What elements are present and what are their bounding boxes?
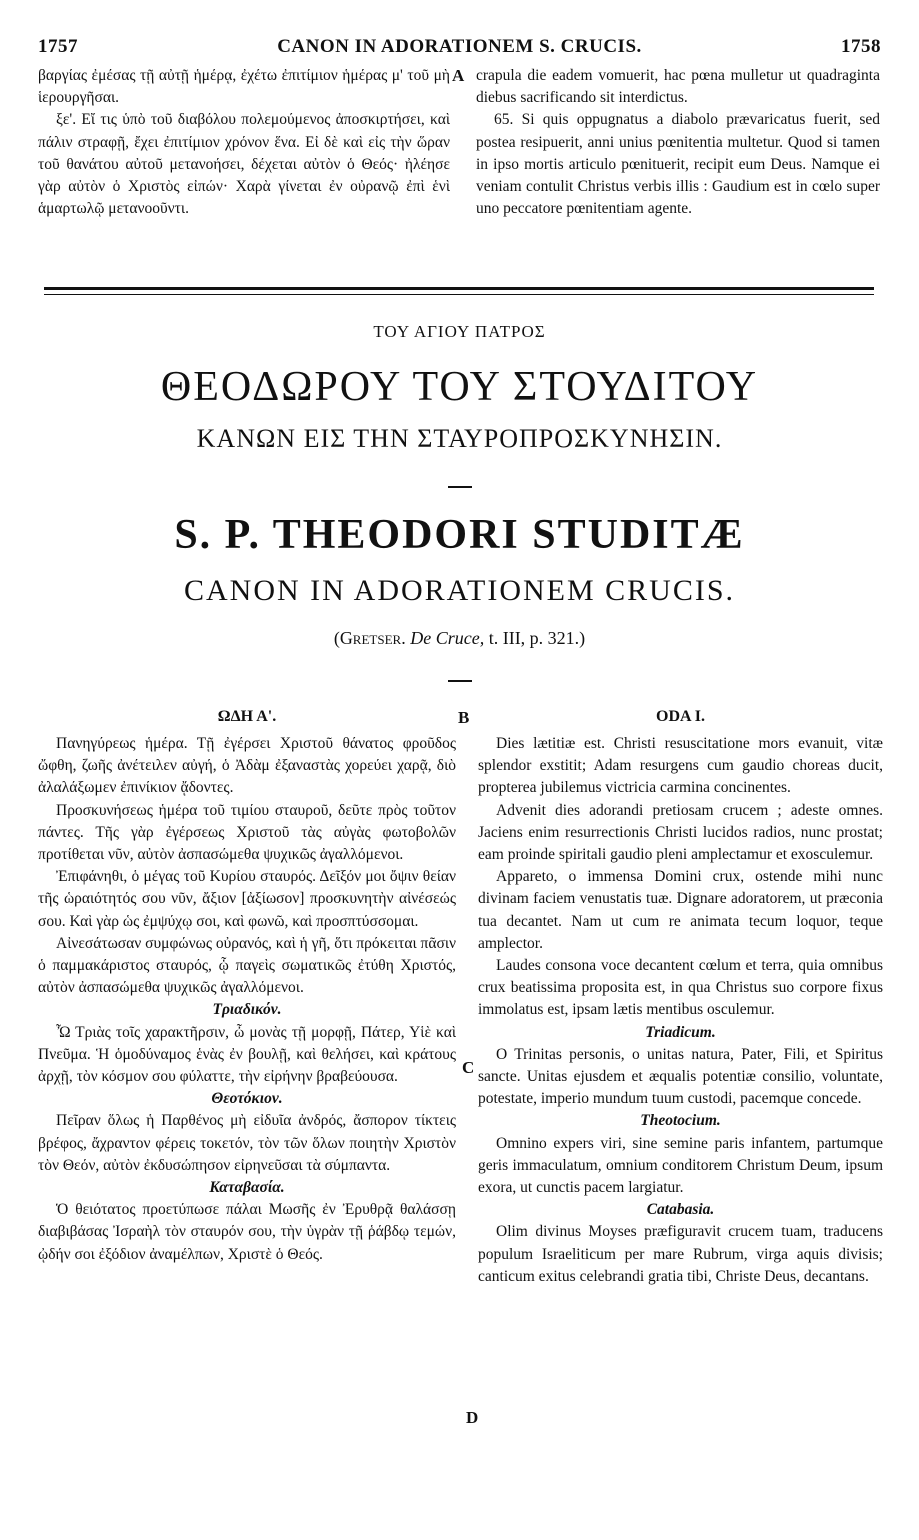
paragraph: Ὦ Τριὰς τοῖς χαρακτῆρσιν, ὦ μονὰς τῇ μορφῇ, Πάτερ, Υἱὲ καὶ Πνεῦμα. Ἡ ὁμοδύναμος ἑνὰς ἐν βουλῇ, καὶ θελήσει, καὶ κράτους ἀρχῇ, τὸν κόσμον σου φύλαττε, τὴν εἰρήνην βραβεύουσα. <box>38 1023 456 1086</box>
greek-subtitle: ΚΑΝΩΝ ΕΙΣ ΤΗΝ ΣΤΑΥΡΟΠΡΟΣΚΥΝΗΣΙΝ. <box>196 424 723 453</box>
running-title: CANON IN ADORATIONEM S. CRUCIS. <box>277 36 642 57</box>
paragraph: Advenit dies adorandi pretiosam crucem ; adeste omnes. Jaciens enim resurrectionis Christi lucidos radios, nunc prostat; eam proinde spiritali gaudio pleni amplectamur et exosculemur. <box>478 801 883 864</box>
top-latin-column <box>476 65 880 220</box>
section-heading: Καταβασία. <box>209 1179 285 1197</box>
paragraph: 65. Si quis oppugnatus a diabolo prævaricatus fuerit, sed postea resipuerit, anni unius pœnitentia multetur. Quod si tamen in ipso mortis articulo pœnituerit, recipit eum Deus. Namque ei veniam contulit Christus verbis illis : Gaudium est in cœlo super uno peccatore pœnitentiam agente. <box>476 111 880 218</box>
running-header <box>38 36 881 60</box>
paragraph: Πανηγύρεως ἡμέρα. Τῇ ἐγέρσει Χριστοῦ θάνατος φροῦδος ὤφθη, ζωῆς ἀνέτειλεν αὐγή, ὁ Ἀδὰμ ἐξαναστὰς χορεύει χαρᾷ, διὸ ἀλαλάξωμεν ἐπινίκιον ᾄδοντες. <box>38 735 456 797</box>
section-heading: Θεοτόκιον. <box>211 1090 283 1108</box>
title-pre: ΤΟΥ ΑΓΙΟΥ ΠΑΤΡΟΣ <box>373 322 546 341</box>
divider-rule-thick <box>44 287 874 290</box>
divider-rule-thin <box>44 294 874 295</box>
page-number-left: 1757 <box>38 36 78 57</box>
paragraph: Olim divinus Moyses præfiguravit crucem tuam, traducens populum Israeliticum per mare Rubrum, virga aquis divisis; canticum exitus celebrandi gratia tibi, Christe Deus, decantans. <box>478 1223 883 1285</box>
section-heading: Catabasia. <box>646 1201 715 1219</box>
section-heading: Triadicum. <box>645 1023 716 1041</box>
margin-marker-b: B <box>458 708 470 727</box>
latin-title: S. P. THEODORI STUDITÆ <box>174 512 745 558</box>
latin-ode-heading: ODA I. <box>656 708 705 725</box>
paragraph: Πεῖραν ὅλως ἡ Παρθένος μὴ εἰδυῖα ἀνδρός, ἄσπορον τίκτεις βρέφος, ἄχραντον φέρεις τοκετόν, τὸν τῶν ὅλων ποιητὴν Χριστὸν τὸν Θεόν, αὐτὸν ἐκδυσώπησον εἰρηνεῦσαι τὰ σύμπαντα. <box>38 1112 456 1174</box>
page-number-right: 1758 <box>841 36 881 57</box>
top-greek-column <box>38 65 450 220</box>
paragraph: βαργίας ἐμέσας τῇ αὐτῇ ἡμέρᾳ, ἐχέτω ἐπιτίμιον ἡμέρας μ' τοῦ μὴ ἱερουργῆσαι. <box>38 67 450 107</box>
paragraph: Αἰνεσάτωσαν συμφώνως οὐρανός, καὶ ἡ γῆ, ὅτι πρόκειται πᾶσιν ὁ παμμακάριστος σταυρός, ᾧ παγεὶς σωματικῶς ἐτύθη Χριστός, αὐτὸν ἀσπασώμεθα ψυχικῶς ἀγαλλόμενοι. <box>38 934 457 997</box>
paragraph: Ὁ θειότατος προετύπωσε πάλαι Μωσῆς ἐν Ἐρυθρᾷ θαλάσσῃ διαβιβάσας Ἰσραὴλ τὸν σταυρόν σου, τὴν ὑγρὰν τῇ ῥάβδῳ τεμών, ᾠδήν σοι ἐξόδιον ἀναμέλπων, Χριστὲ ὁ Θεός. <box>38 1201 456 1263</box>
source-work: De Cruce, <box>410 628 485 648</box>
margin-marker-d: D <box>466 1408 479 1427</box>
paragraph: ξε'. Εἴ τις ὑπὸ τοῦ διαβόλου πολεμούμενος ἀποσκιρτήσει, καὶ πάλιν στραφῇ, ἔχει ἐπιτίμιον χρόνον ἕνα. Εἰ δὲ καὶ εἰς τὴν ὥραν τοῦ θανάτου αὐτοῦ μετανοήσει, δέχεται αὐτὸν ὁ Θεός· ἠλέησε γὰρ αὐτὸν ὁ Χριστὸς εἰπών· Χαρὰ γίνεται ἐν οὐρανῷ ἐπὶ ἑνὶ ἁμαρτωλῷ μετανοοῦντι. <box>38 111 450 218</box>
source-rest: t. III, p. 321.) <box>488 628 586 648</box>
paragraph: Appareto, o immensa Domini crux, ostende mihi nunc divinam faciem venustatis tuæ. Dignare adoratorem, ut præconia tua decantet. Nam ut cum re animata tecum loquor, teque amplector. <box>478 868 883 952</box>
source-citation <box>0 628 919 649</box>
margin-marker-c: C <box>462 1058 475 1077</box>
margin-marker-a: A <box>452 66 465 85</box>
source-prefix: ( <box>333 628 340 648</box>
paragraph: Omnino expers viri, sine semine paris infantem, partumque geris immaculatum, omnium conditorem Christum Deum, ipsum exora, ut cunctis pacem largiatur. <box>478 1134 883 1197</box>
paragraph: Dies lætitiæ est. Christi resuscitatione mors evanuit, vitæ splendor exstitit; Adam resurgens cum gaudio choreas ducit, propterea jubilemus victricia carmina concinentes. <box>478 735 883 797</box>
source-author: Gretser. <box>339 628 406 648</box>
greek-title: ΘΕΟΔΩΡΟΥ ΤΟΥ ΣΤΟΥΔΙΤΟΥ <box>160 364 759 410</box>
paragraph: Προσκυνήσεως ἡμέρα τοῦ τιμίου σταυροῦ, δεῦτε πρὸς τοῦτον πάντες. Τῆς γὰρ ἐγέρσεως Χριστοῦ τὰς αὐγὰς φωτοβολῶν προτίθεται νῦν, αὐτὸν ἀσπασώμεθα ψυχικῶς ἀγαλλόμενοι. <box>38 801 456 864</box>
section-heading: Theotocium. <box>640 1112 721 1130</box>
greek-ode-column <box>38 733 456 1266</box>
latin-subtitle: CANON IN ADORATIONEM CRUCIS. <box>183 574 736 607</box>
paragraph: O Trinitas personis, o unitas natura, Pater, Fili, et Spiritus sancte. Unitas ejusdem et æqualis potentiæ consilio, voluntate, potestate, imperio mundum tuum custodi, pacemque concede. <box>478 1045 883 1108</box>
paragraph: Ἐπιφάνηθι, ὁ μέγας τοῦ Κυρίου σταυρός. Δεῖξόν μοι ὄψιν θείαν τῆς ὡραιότητός σου νῦν, ἄξιον [ἀξίωσον] προσκυνητὴν αἰνέσεώς σου. Καὶ γὰρ ὡς ἐμψύχῳ σοι, καὶ φωνῶ, καὶ προσπτύσσομαι. <box>38 868 456 930</box>
paragraph: crapula die eadem vomuerit, hac pœna mulletur ut quadraginta diebus sacrificando sit interdictus. <box>476 67 880 107</box>
latin-ode-column <box>478 733 883 1288</box>
title-dash <box>448 486 472 488</box>
section-heading: Τριαδικόν. <box>212 1001 282 1019</box>
paragraph: Laudes consona voce decantent cœlum et terra, quia omnibus crux beatissima proposita est, in qua Christus suo corpore fixus immolatus est, ipsam lætis mentibus osculemur. <box>478 957 883 1019</box>
title-dash <box>448 680 472 682</box>
greek-ode-heading: ΩΔΗ Α'. <box>217 708 277 725</box>
